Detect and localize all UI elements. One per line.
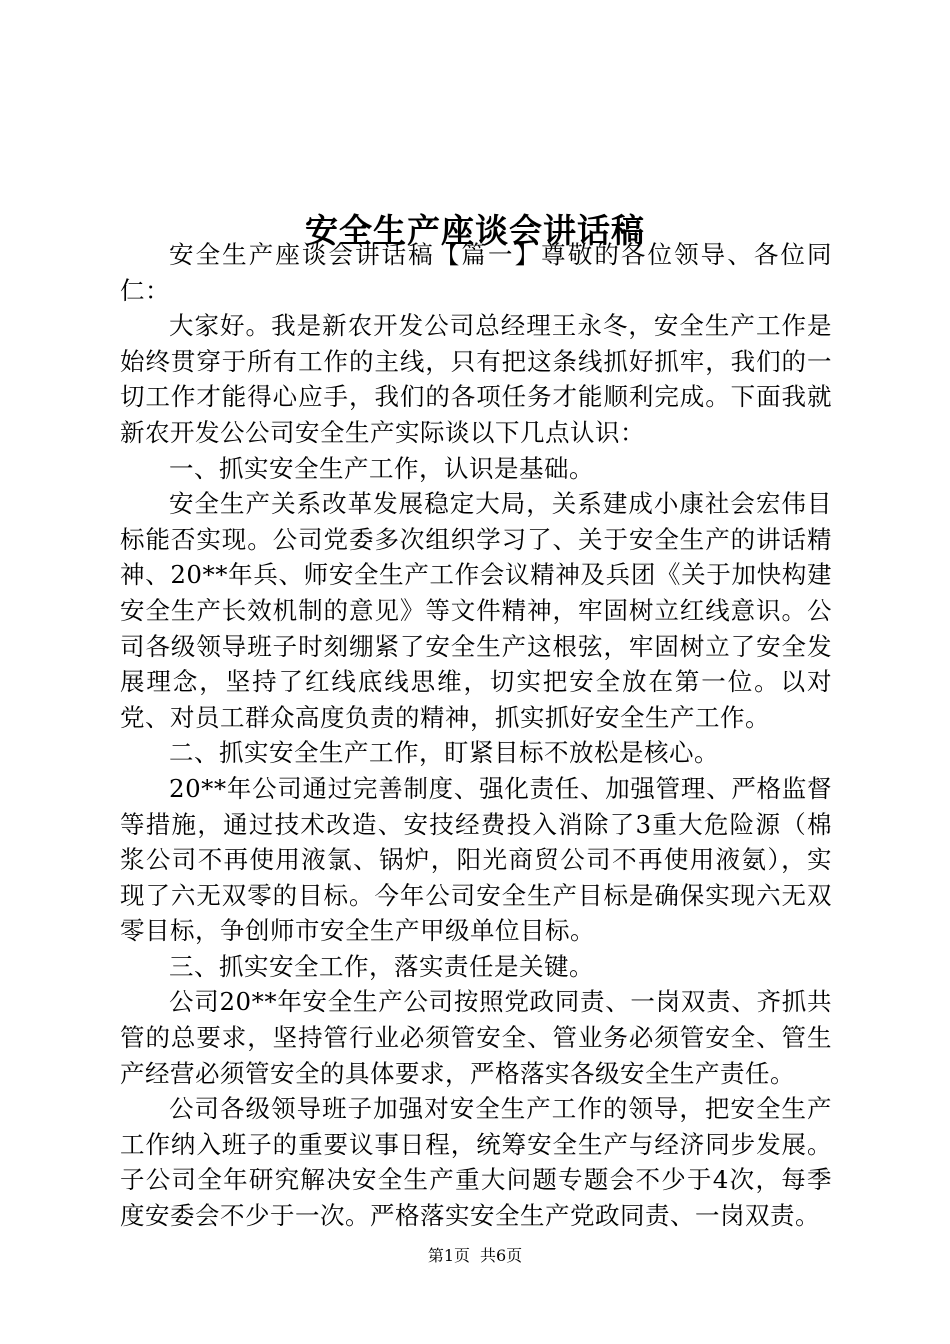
document-title: 安全生产座谈会讲话稿 [305, 211, 645, 251]
page-number: 第1页 [427, 1246, 470, 1265]
paragraph-intro: 大家好。我是新农开发公司总经理王永冬，安全生产工作是始终贯穿于所有工作的主线，只有把这条线抓好抓牢，我们的一切工作才能得心应手，我们的各项任务才能顺利完成。下面我就新农开发公公司安全生产实际谈以下几点认识： [120, 311, 832, 447]
paragraph-section-3b: 公司各级领导班子加强对安全生产工作的领导，把安全生产工作纳入班子的重要议事日程，统筹安全生产与经济同步发展。子公司全年研究解决安全生产重大问题专题会不少于4次，每季度安委会不少于一次。严格落实安全生产党政同责、一岗双责。 [120, 1094, 832, 1231]
paragraph-salutation: 安全生产座谈会讲话稿【篇一】尊敬的各位领导、各位同仁： [120, 240, 832, 305]
page-footer [0, 1244, 950, 1268]
section-heading-2: 二、抓实安全生产工作，盯紧目标不放松是核心。 [169, 738, 719, 768]
section-heading-1: 一、抓实安全生产工作，认识是基础。 [169, 453, 594, 483]
document-body [120, 237, 832, 1234]
section-heading-3: 三、抓实安全工作，落实责任是关键。 [169, 951, 594, 981]
page-total: 共6页 [480, 1246, 523, 1265]
paragraph-section-2: 20**年公司通过完善制度、强化责任、加强管理、严格监督等措施，通过技术改造、安技经费投入消除了3重大危险源（棉浆公司不再使用液氯、锅炉，阳光商贸公司不再使用液氨），实现了六无双零的目标。今年公司安全生产目标是确保实现六无双零目标，争创师市安全生产甲级单位目标。 [120, 773, 832, 946]
paragraph-section-1: 安全生产关系改革发展稳定大局，关系建成小康社会宏伟目标能否实现。公司党委多次组织学习了、关于安全生产的讲话精神、20**年兵、师安全生产工作会议精神及兵团《关于加快构建安全生产长效机制的意见》等文件精神，牢固树立红线意识。公司各级领导班子时刻绷紧了安全生产这根弦，牢固树立了安全发展理念，坚持了红线底线思维，切实把安全放在第一位。以对党、对员工群众高度负责的精神，抓实抓好安全生产工作。 [120, 489, 832, 732]
paragraph-section-3a: 公司20**年安全生产公司按照党政同责、一岗双责、齐抓共管的总要求，坚持管行业必须管安全、管业务必须管安全、管生产经营必须管安全的具体要求，严格落实各级安全生产责任。 [120, 987, 832, 1088]
